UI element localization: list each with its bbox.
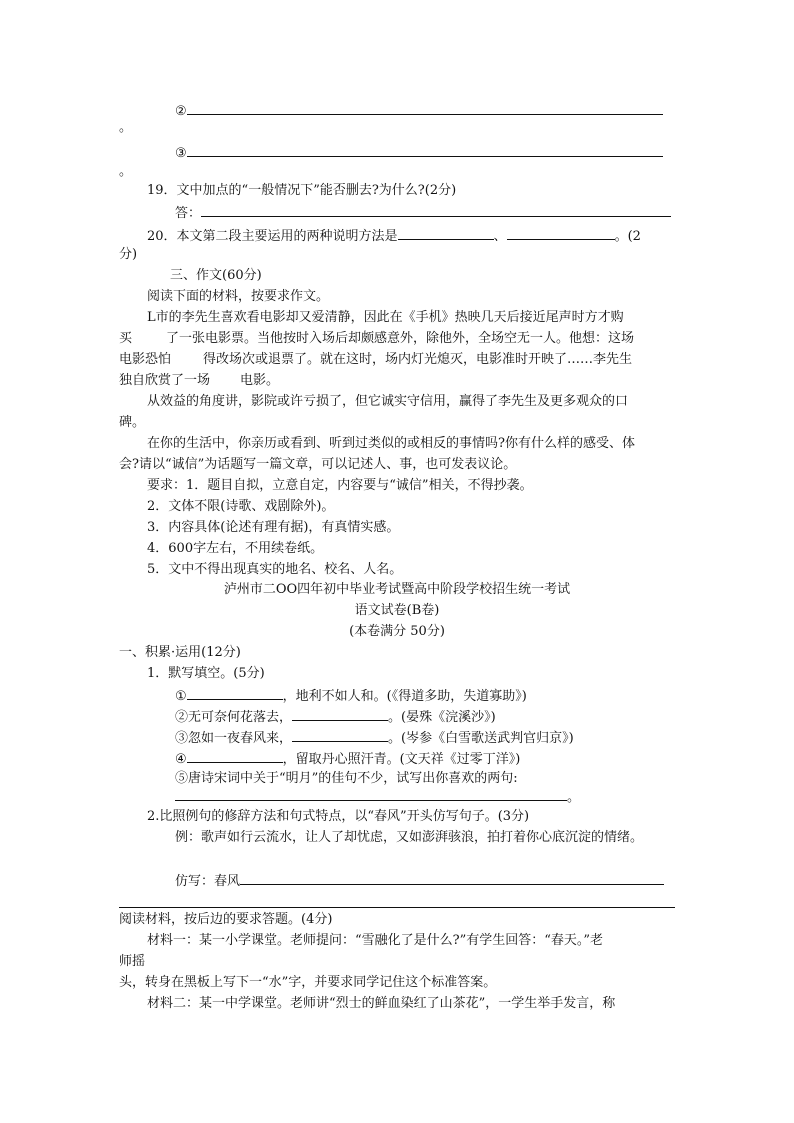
text: 了一张电影票。当他按时入场后却颇感意外，除他外，全场空无一人。他想：这场 xyxy=(166,331,635,346)
para1-line4 xyxy=(119,371,279,391)
material2-line1: 材料二：某一中学课堂。老师讲“烈士的鲜血染红了山茶花”，一学生举手发言，称 xyxy=(147,996,616,1011)
text: 电影。 xyxy=(240,373,280,388)
item-mark: ② xyxy=(175,104,187,119)
text: ，地利不如人和。(《得道多助，失道寡助》) xyxy=(282,689,527,704)
para3-line2: 会?请以“诚信”为话题写一篇文章，可以记述人、事，也可发表议论。 xyxy=(119,457,517,472)
requirement-1: 要求：1．题目自拟，立意自定，内容要与“诚信”相关，不得抄袭。 xyxy=(147,478,533,493)
reading-intro: 阅读材料，按后边的要求答题。(4分) xyxy=(119,912,333,927)
requirement-2: 2．文体不限(诗歌、戏剧除外)。 xyxy=(147,499,335,514)
q18-item-2-end: 。 xyxy=(119,120,133,135)
item-mark: ④ xyxy=(175,752,187,767)
answer-blank[interactable] xyxy=(187,142,663,157)
text: 电影恐怕 xyxy=(119,352,172,367)
paper-subtitle: 语文试卷(B卷) xyxy=(354,603,440,618)
material1-line3: 头，转身在黑板上写下一“水”字，并要求同学记住这个标准答案。 xyxy=(119,975,497,990)
answer-label: 答： xyxy=(175,206,202,221)
separator: 、 xyxy=(493,229,507,244)
q19-answer xyxy=(175,202,671,222)
text: 仿写：春风 xyxy=(175,874,241,889)
text: 。 xyxy=(567,790,581,805)
text: 独自欣赏了一场 xyxy=(119,373,211,388)
requirement-3: 3．内容具体(论述有理有据)，有真情实感。 xyxy=(147,520,400,535)
text: 。(晏殊《浣溪沙》) xyxy=(388,710,496,725)
answer-blank[interactable] xyxy=(292,727,388,742)
text: 买 xyxy=(119,331,133,346)
text: ②无可奈何花落去， xyxy=(175,710,293,725)
para1-line2 xyxy=(119,329,634,349)
requirement-5: 5．文中不得出现真实的地名、校名、人名。 xyxy=(147,562,403,577)
paper-score-note: (本卷满分 50分) xyxy=(349,624,445,639)
q18-item-2 xyxy=(175,100,663,120)
text: ，留取丹心照汗青。(文天祥《过零丁洋》) xyxy=(282,752,521,767)
answer-blank[interactable] xyxy=(398,225,494,240)
fill-5-answer xyxy=(175,786,580,806)
answer-blank[interactable] xyxy=(201,202,671,217)
q20-score: 分) xyxy=(119,247,138,262)
fill-3 xyxy=(175,727,574,747)
para2-line1: 从效益的角度讲，影院或许亏损了，但它诚实守信用，赢得了李先生及更多观众的口 xyxy=(147,394,629,409)
para2-line2: 碑。 xyxy=(119,415,146,430)
answer-blank[interactable] xyxy=(175,786,567,801)
q20-text: 。(2 xyxy=(614,229,641,244)
para1-line3 xyxy=(119,350,632,370)
composition-intro: 阅读下面的材料，按要求作文。 xyxy=(147,289,330,304)
text: 得改场次或退票了。就在这时，场内灯光熄灭，电影准时开映了……李先生 xyxy=(203,352,633,367)
q19-question: 19．文中加点的“一般情况下”能否删去?为什么?(2分) xyxy=(147,183,457,198)
q18-item-3 xyxy=(175,142,663,162)
fill-5: ⑤唐诗宋词中关于“明月”的佳句不少，试写出你喜欢的两句: xyxy=(175,771,518,786)
answer-blank[interactable] xyxy=(240,870,664,885)
composition-heading: 三、作文(60分) xyxy=(170,268,262,283)
fill-1 xyxy=(175,685,527,705)
answer-blank[interactable] xyxy=(292,706,388,721)
paper-title: 泸州市二OO四年初中毕业考试暨高中阶段学校招生统一考试 xyxy=(223,582,571,597)
q20-text: 20．本文第二段主要运用的两种说明方法是 xyxy=(147,229,398,244)
answer-blank[interactable] xyxy=(187,748,283,763)
answer-blank[interactable] xyxy=(507,225,615,240)
answer-blank[interactable] xyxy=(187,100,663,115)
para3-line1: 在你的生活中，你亲历或看到、听到过类似的或相反的事情吗?你有什么样的感受、体 xyxy=(147,436,635,451)
material1-line1: 材料一：某一小学课堂。老师提问：“雪融化了是什么?”有学生回答：“春天。”老 xyxy=(147,933,604,948)
q2-title: 2.比照例句的修辞方法和句式特点，以“春风”开头仿写句子。(3分) xyxy=(147,809,530,824)
answer-blank[interactable] xyxy=(187,685,283,700)
q18-item-3-end: 。 xyxy=(119,164,133,179)
q20-question xyxy=(147,225,641,245)
material1-line2: 师摇 xyxy=(119,954,146,969)
text: ③忽如一夜春风来， xyxy=(175,731,293,746)
section1-heading: 一、积累·运用(12分) xyxy=(119,645,241,660)
q2-example: 例：歌声如行云流水，让人了却忧虑，又如澎湃骇浪，拍打着你心底沉淀的情绪。 xyxy=(175,830,644,845)
fill-4 xyxy=(175,748,520,768)
q2-imitate xyxy=(175,870,664,890)
text: 。(岑参《白雪歌送武判官归京》) xyxy=(388,731,574,746)
answer-line[interactable] xyxy=(119,907,675,908)
item-mark: ① xyxy=(175,689,187,704)
item-mark: ③ xyxy=(175,146,187,161)
requirement-4: 4．600字左右，不用续卷纸。 xyxy=(147,541,324,556)
q1-title: 1．默写填空。(5分) xyxy=(147,666,265,681)
fill-2 xyxy=(175,706,496,726)
para1-line1: L市的李先生喜欢看电影却又爱清静，因此在《手机》热映几天后接近尾声时方才购 xyxy=(147,310,624,325)
